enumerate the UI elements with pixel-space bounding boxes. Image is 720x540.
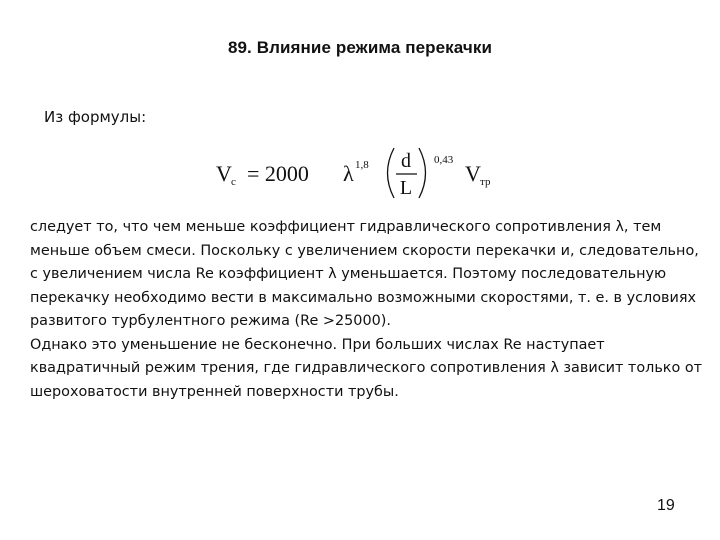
formula-equals-coefficient: = 2000	[247, 161, 309, 186]
slide-title: 89. Влияние режима перекачки	[227, 38, 493, 57]
page-number: 19	[657, 497, 675, 514]
formula-lhs: V	[216, 161, 232, 186]
formula-left-parenthesis	[388, 148, 395, 198]
paragraph-2: Однако это уменьшение не бесконечно. При больших числах Re наступает квадратичный режим трения, где гидравлического сопротивления λ зависит только от шероховатости внутренней поверхности трубы.	[30, 336, 703, 400]
formula-rhs: V	[465, 161, 481, 186]
formula-lhs-subscript: с	[231, 176, 236, 188]
body-text	[30, 216, 710, 404]
formula-rhs-subscript: тр	[480, 176, 491, 188]
intro-text: Из формулы:	[44, 108, 147, 126]
paragraph-1: следует то, что чем меньше коэффициент гидравлического сопротивления λ, тем меньше объем смеси. Поскольку с увеличением скорости перекачки и, следовательно, с увеличением числа Re коэффициент λ уменьшается. Поэтому последовательную перекачку необходимо вести в максимально возможными скоростями, т. е. в условиях развитого турбулентного режима (Re >25000).	[30, 219, 699, 329]
formula-denominator: L	[399, 177, 413, 199]
formula-numerator: d	[401, 150, 411, 172]
formula-lambda-exponent: 1,8	[355, 159, 369, 171]
mixing-volume-formula	[212, 140, 512, 206]
formula-lambda: λ	[343, 161, 354, 186]
formula-fraction-exponent: 0,43	[434, 154, 454, 166]
formula-right-parenthesis	[419, 148, 426, 198]
